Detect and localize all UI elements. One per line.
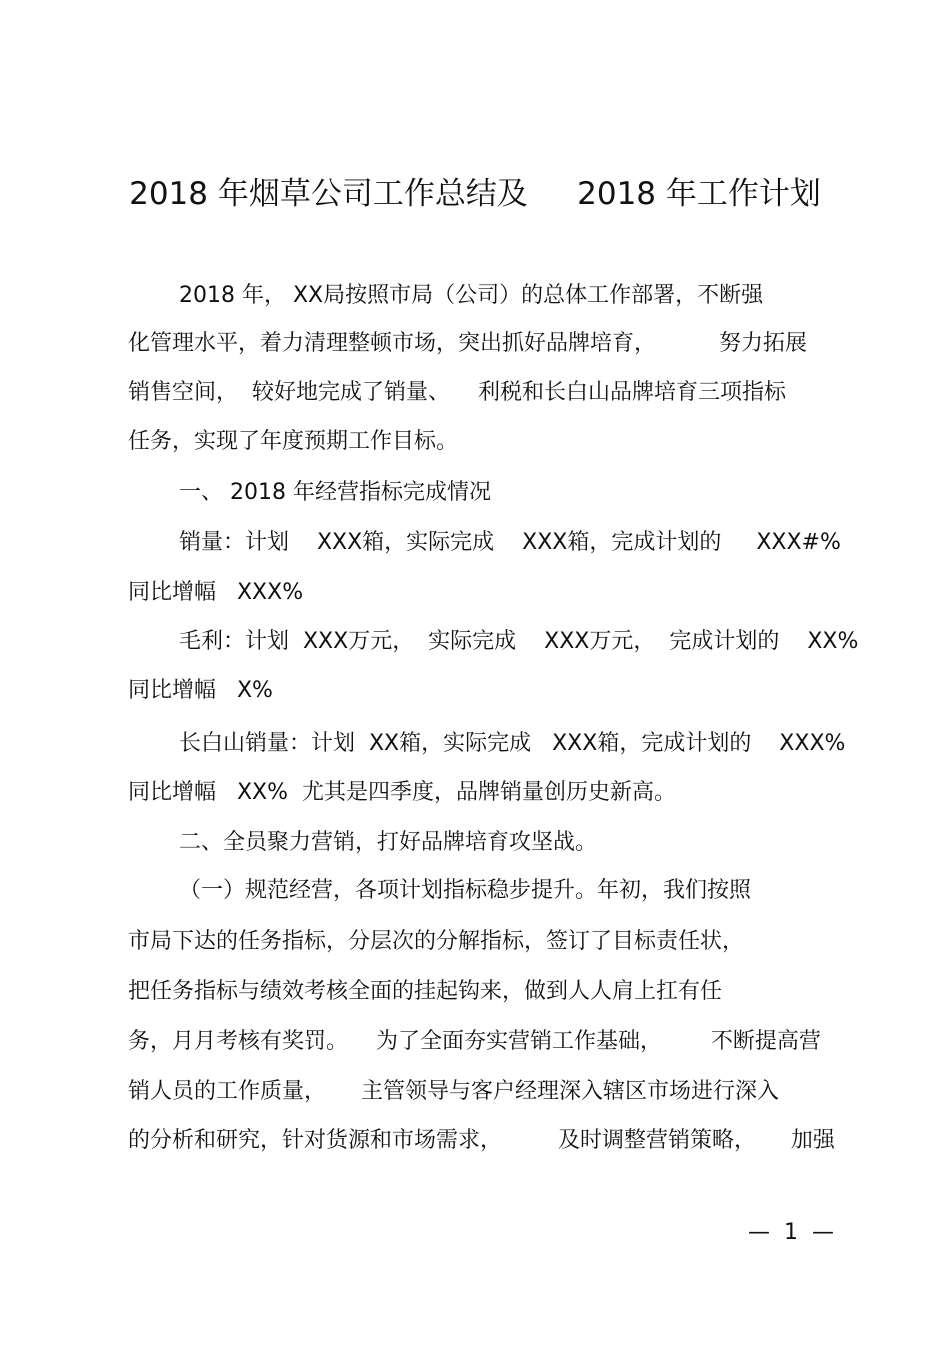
page-number: — 1 — (748, 1220, 834, 1245)
sales-volume-line: 销量：计划 XXX箱，实际完成 XXX箱，完成计划的 XXX#% (179, 530, 841, 555)
sales-volume-growth: 同比增幅 XXX% (128, 580, 304, 605)
paragraph-line-4: 任务，实现了年度预期工作目标。 (128, 429, 459, 454)
section-heading-2: 二、全员聚力营销，打好品牌培育攻坚战。 (179, 830, 598, 855)
subsection-line-5: 销人员的工作质量， 主管领导与客户经理深入辖区市场进行深入 (128, 1079, 779, 1104)
subsection-line-1: （一）规范经营，各项计划指标稳步提升。年初，我们按照 (179, 878, 752, 903)
paragraph-line-3: 销售空间， 较好地完成了销量、 利税和长白山品牌培育三项指标 (128, 380, 786, 405)
document-title: 2018 年烟草公司工作总结及 2018 年工作计划 (129, 176, 821, 212)
subsection-line-4: 务，月月考核有奖罚。 为了全面夯实营销工作基础， 不断提高营 (128, 1029, 821, 1054)
brand-sales-growth: 同比增幅 XX% 尤其是四季度，品牌销量创历史新高。 (128, 780, 677, 805)
paragraph-line-1: 2018 年， XX局按照市局（公司）的总体工作部署，不断强 (179, 283, 764, 308)
subsection-line-3: 把任务指标与绩效考核全面的挂起钩来，做到人人肩上扛有任 (128, 979, 723, 1004)
brand-sales-line: 长白山销量：计划 XX箱，实际完成 XXX箱，完成计划的 XXX% (179, 731, 846, 756)
gross-profit-line: 毛利：计划 XXX万元， 实际完成 XXX万元， 完成计划的 XX% (179, 629, 859, 654)
paragraph-line-2: 化管理水平，着力清理整顿市场，突出抓好品牌培育， 努力拓展 (128, 331, 807, 356)
subsection-line-6: 的分析和研究，针对货源和市场需求， 及时调整营销策略， 加强 (128, 1128, 835, 1153)
subsection-line-2: 市局下达的任务指标，分层次的分解指标，签订了目标责任状， (128, 929, 745, 954)
section-heading-1: 一、 2018 年经营指标完成情况 (179, 480, 491, 505)
gross-profit-growth: 同比增幅 X% (128, 678, 273, 703)
